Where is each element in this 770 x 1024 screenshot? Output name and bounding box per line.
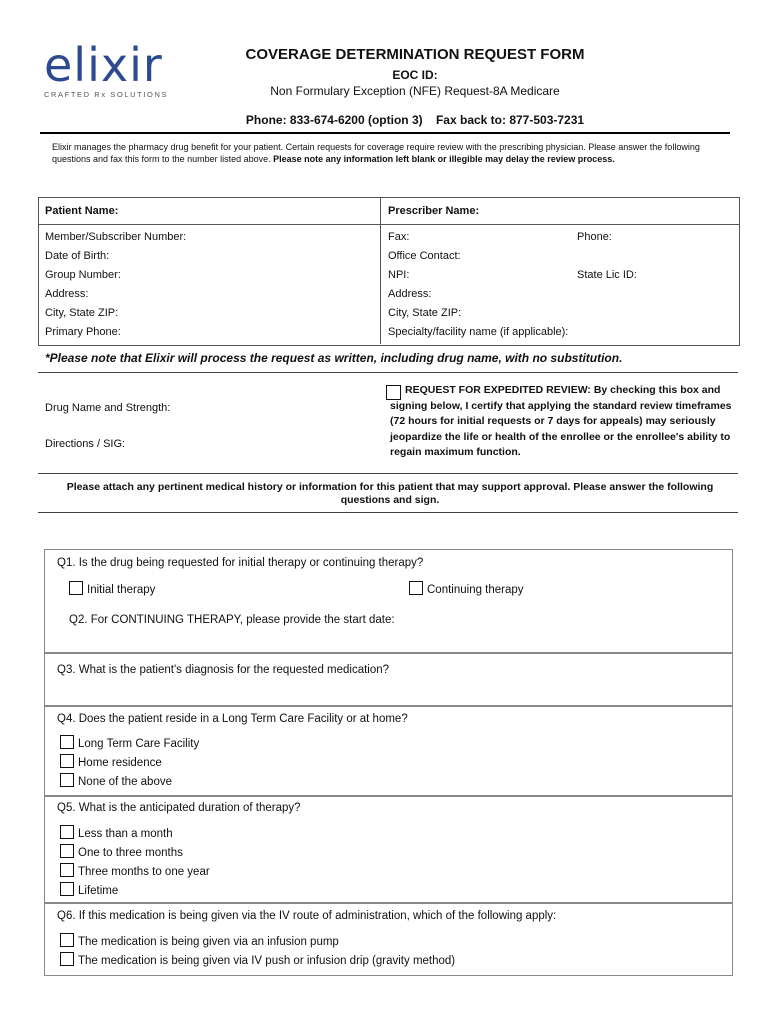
prescriber-name-field[interactable]: Prescriber Name: bbox=[388, 205, 480, 217]
dob-field[interactable]: Date of Birth: bbox=[45, 250, 110, 262]
option-label: Initial therapy bbox=[87, 584, 156, 596]
patient-name-field[interactable]: Patient Name: bbox=[45, 205, 119, 217]
intro-paragraph bbox=[52, 141, 732, 165]
q6-option-push[interactable] bbox=[60, 952, 455, 967]
attach-instructions: Please attach any pertinent medical history or information for this patient that may support approval. Please answer the following questions and sign. bbox=[66, 481, 714, 506]
office-contact-field[interactable]: Office Contact: bbox=[388, 250, 461, 262]
option-label: The medication is being given via IV push or infusion drip (gravity method) bbox=[78, 955, 456, 967]
elixir-logo bbox=[44, 38, 174, 104]
option-label: None of the above bbox=[78, 776, 172, 788]
option-label: Home residence bbox=[78, 757, 162, 769]
prescriber-phone-field[interactable]: Phone: bbox=[577, 231, 612, 243]
q4-option-none[interactable] bbox=[60, 773, 172, 788]
specialty-field[interactable]: Specialty/facility name (if applicable): bbox=[388, 326, 569, 338]
eoc-id-label: EOC ID: bbox=[392, 68, 438, 82]
option-label: Lifetime bbox=[78, 885, 119, 897]
form-title: COVERAGE DETERMINATION REQUEST FORM bbox=[245, 46, 585, 63]
q5-option-one-three[interactable] bbox=[60, 844, 183, 859]
checkbox-icon[interactable] bbox=[60, 863, 74, 877]
q5-text: Q5. What is the anticipated duration of therapy? bbox=[57, 802, 301, 814]
q4-text: Q4. Does the patient reside in a Long Term Care Facility or at home? bbox=[57, 713, 408, 725]
checkbox-icon[interactable] bbox=[409, 581, 423, 595]
expedited-review-text: REQUEST FOR EXPEDITED REVIEW: By checking this box and signing below, I certify that applying the standard review timeframes (72 hours for initial requests or 7 days for appeals) may seriously jeopardize the life or health of the enrollee or the enrollee's ability to regain maximum function. bbox=[390, 384, 732, 458]
q5-option-less-month[interactable] bbox=[60, 825, 173, 840]
q2-text: Q2. For CONTINUING THERAPY, please provide the start date: bbox=[69, 614, 395, 626]
state-lic-field[interactable]: State Lic ID: bbox=[577, 269, 637, 281]
intro-warning: Please note any information left blank or illegible may delay the review process. bbox=[273, 154, 615, 164]
group-number-field[interactable]: Group Number: bbox=[45, 269, 121, 281]
form-subtitle: Non Formulary Exception (NFE) Request-8A Medicare bbox=[270, 84, 560, 98]
patient-header-divider bbox=[38, 224, 740, 225]
attach-top-divider bbox=[38, 473, 738, 474]
prescriber-city-field[interactable]: City, State ZIP: bbox=[388, 307, 462, 319]
directions-sig-field[interactable]: Directions / SIG: bbox=[45, 438, 126, 450]
option-label: Less than a month bbox=[78, 828, 173, 840]
drug-section-divider bbox=[38, 372, 738, 373]
q5-option-three-year[interactable] bbox=[60, 863, 210, 878]
prescriber-address-field[interactable]: Address: bbox=[388, 288, 432, 300]
option-label: The medication is being given via an infusion pump bbox=[78, 936, 339, 948]
q6-text: Q6. If this medication is being given via the IV route of administration, which of the following apply: bbox=[57, 910, 557, 922]
q1-option-initial[interactable] bbox=[69, 581, 155, 596]
q4-option-ltc[interactable] bbox=[60, 735, 199, 750]
checkbox-icon[interactable] bbox=[60, 844, 74, 858]
patient-address-field[interactable]: Address: bbox=[45, 288, 89, 300]
checkbox-icon[interactable] bbox=[60, 882, 74, 896]
q3-box bbox=[44, 652, 733, 707]
q3-text: Q3. What is the patient's diagnosis for the requested medication? bbox=[57, 664, 390, 676]
option-label: Long Term Care Facility bbox=[78, 738, 200, 750]
prescriber-fax-field[interactable]: Fax: bbox=[388, 231, 410, 243]
checkbox-icon[interactable] bbox=[60, 952, 74, 966]
substitution-note: *Please note that Elixir will process the request as written, including drug name, with no substitution. bbox=[45, 351, 623, 365]
intro-text: Elixir manages the pharmacy drug benefit for your patient. Certain requests for coverage require review with the prescribing physician. Please answer the following questions and fax this form to the number listed above. bbox=[52, 142, 700, 164]
drug-name-field[interactable]: Drug Name and Strength: bbox=[45, 402, 171, 414]
checkbox-icon[interactable] bbox=[60, 735, 74, 749]
contact-phone-fax: Phone: 833-674-6200 (option 3) Fax back to: 877-503-7231 bbox=[245, 113, 585, 127]
q1-text: Q1. Is the drug being requested for initial therapy or continuing therapy? bbox=[57, 557, 424, 569]
patient-prescriber-divider bbox=[380, 197, 381, 344]
checkbox-icon[interactable] bbox=[60, 825, 74, 839]
q6-option-pump[interactable] bbox=[60, 933, 339, 948]
option-label: Continuing therapy bbox=[427, 584, 524, 596]
header-divider bbox=[40, 132, 730, 134]
primary-phone-field[interactable]: Primary Phone: bbox=[45, 326, 121, 338]
logo-wordmark: elixir bbox=[44, 38, 163, 92]
logo-tagline: CRAFTED Rx SOLUTIONS bbox=[44, 90, 169, 99]
q1-option-continuing[interactable] bbox=[409, 581, 524, 596]
q4-option-home[interactable] bbox=[60, 754, 162, 769]
checkbox-icon[interactable] bbox=[60, 754, 74, 768]
checkbox-icon[interactable] bbox=[60, 933, 74, 947]
checkbox-icon[interactable] bbox=[60, 773, 74, 787]
checkbox-icon[interactable] bbox=[69, 581, 83, 595]
option-label: Three months to one year bbox=[78, 866, 210, 878]
patient-city-field[interactable]: City, State ZIP: bbox=[45, 307, 119, 319]
option-label: One to three months bbox=[78, 847, 183, 859]
attach-bottom-divider bbox=[38, 512, 738, 513]
member-number-field[interactable]: Member/Subscriber Number: bbox=[45, 231, 187, 243]
q5-option-lifetime[interactable] bbox=[60, 882, 118, 897]
npi-field[interactable]: NPI: bbox=[388, 269, 410, 281]
